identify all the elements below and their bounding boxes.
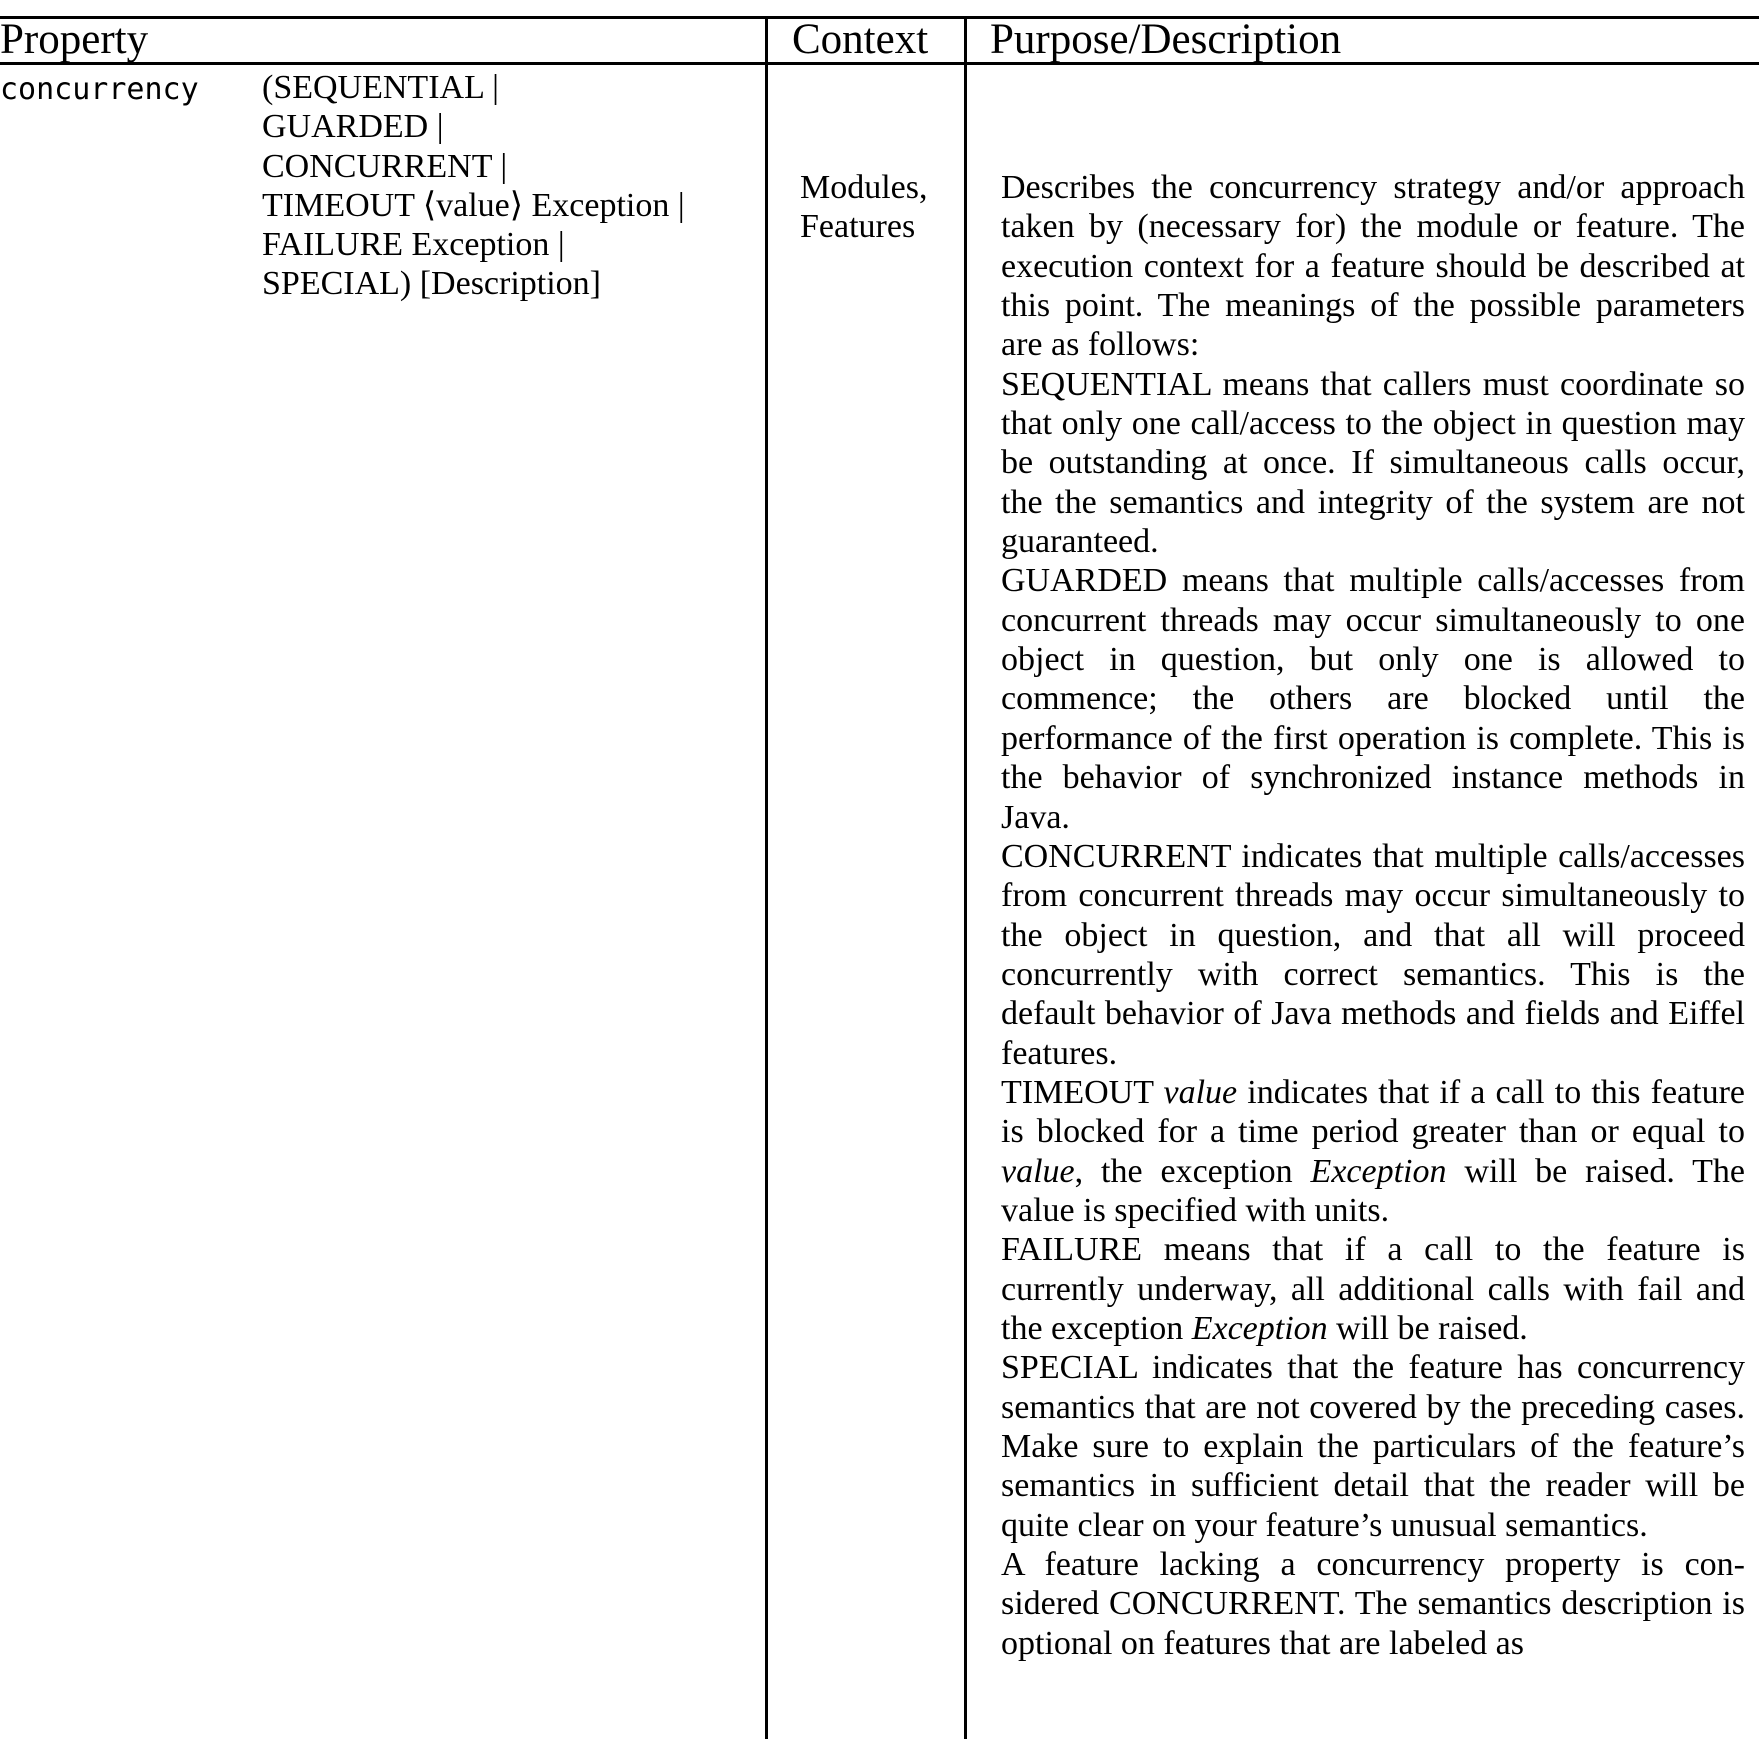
purpose-description (1001, 168, 1745, 1663)
description-special: SPECIAL indicates that the feature has concurrency semantics that are not covered by the preceding cases. Make sure to explain the particulars of the feature’s semantics in sufficient detail that the reader will be quite clear on your feature’s unusual semantics. (1001, 1349, 1745, 1544)
syntax-line: TIMEOUT ⟨value⟩ Exception | (262, 186, 685, 224)
column-divider-purpose (964, 18, 967, 1739)
description-timeout (1001, 1073, 1745, 1230)
timeout-text: indicates that if a call to this feature is blocked for a time period greater than or equal to (1001, 1073, 1745, 1151)
description-lacking: A feature lacking a concurrency property is considered CONCURRENT. The semantics description is optional on features that are labeled as (1001, 1546, 1745, 1662)
description-failure (1001, 1230, 1745, 1348)
syntax-line: (SEQUENTIAL | (262, 69, 499, 106)
column-divider-context (765, 18, 768, 1739)
syntax-line: GUARDED | (262, 108, 444, 146)
timeout-text: , the exception (1074, 1152, 1311, 1190)
failure-text: will be raised. (1327, 1309, 1528, 1347)
timeout-value-term: value (1001, 1152, 1075, 1190)
context-cell (800, 168, 928, 247)
description-intro: Describes the concurrency strategy and/or approach taken by (necessary for) the module or feature. The execution context for a feature should be described at this point. The meanings of the possible parameters are as follows: (1001, 169, 1745, 364)
syntax-line: CONCURRENT | (262, 147, 508, 185)
property-name: concurrency (0, 72, 199, 107)
header-property: Property (0, 16, 149, 63)
header-purpose: Purpose/Description (990, 16, 1342, 63)
failure-exception-term: Exception (1191, 1309, 1328, 1347)
timeout-exception-term: Exception (1310, 1152, 1447, 1190)
timeout-value-term: value (1163, 1073, 1238, 1111)
timeout-text: TIMEOUT (1001, 1073, 1164, 1111)
context-line: Modules, (800, 169, 928, 206)
property-syntax (262, 68, 685, 304)
header-context: Context (792, 16, 929, 63)
syntax-line: FAILURE Exception | (262, 226, 565, 264)
syntax-line: SPECIAL) [Description] (262, 265, 602, 303)
failure-text: FAILURE means that if a call to the feature is currently underway, all additional calls with fail and the exception (1001, 1231, 1745, 1347)
description-sequential: SEQUENTIAL means that callers must coordinate so that only one call/access to the object in question may be outstanding at once. If simultaneous calls occur, the the semantics and integrity of the system are not guaranteed. (1001, 365, 1745, 561)
context-line: Features (800, 208, 916, 246)
description-concurrent: CONCURRENT indicates that multiple calls/accesses from concurrent threads may occur simultaneously to the object in question, and that all will proceed concurrently with correct semantics. This is the default behavior of Java methods and fields and Eiffel features. (1001, 837, 1745, 1072)
timeout-text: will be raised. The value is specified with units. (1001, 1152, 1745, 1229)
description-guarded: GUARDED means that multiple calls/accesses from concurrent threads may occur simultaneously to one object in question, but only one is allowed to commence; the others are blocked until the performance of the first operation is complete. This is the behavior of synchronized instance methods in Java. (1001, 562, 1745, 836)
